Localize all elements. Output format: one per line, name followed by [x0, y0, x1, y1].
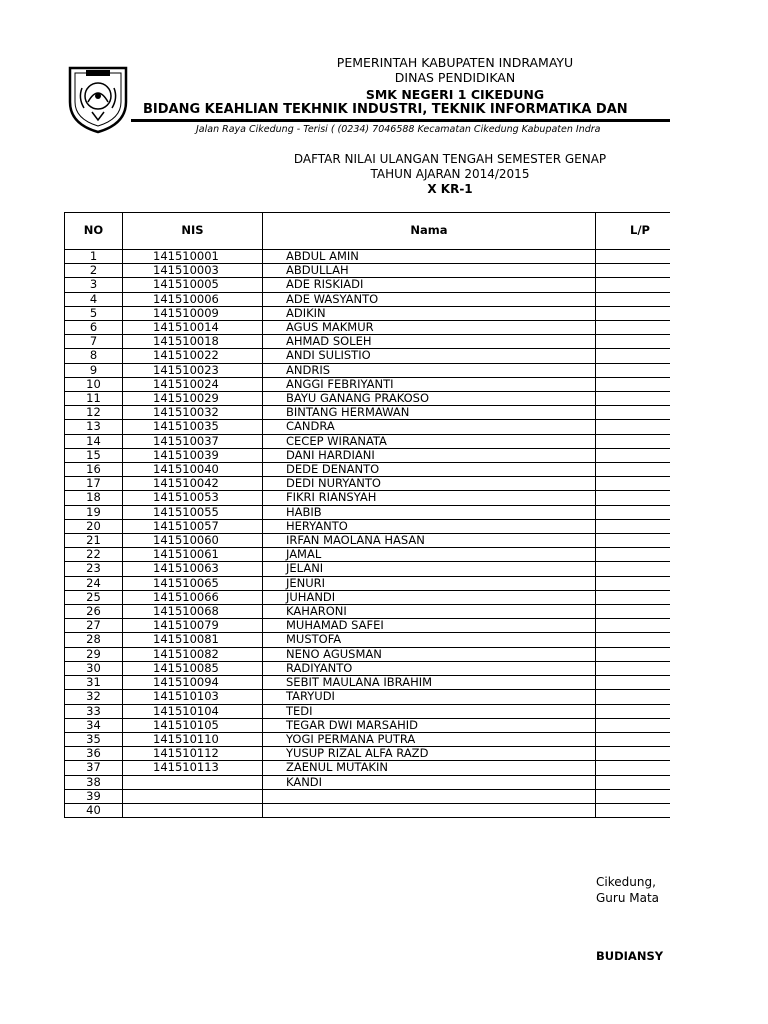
table-row — [65, 775, 671, 789]
table-row — [65, 306, 671, 320]
cell-nama: NENO AGUSMAN — [263, 647, 596, 661]
table-row — [65, 278, 671, 292]
cell-nis: 141510112 — [123, 747, 263, 761]
table-row — [65, 732, 671, 746]
cell-no: 32 — [65, 690, 123, 704]
cell-nama: TARYUDI — [263, 690, 596, 704]
cell-nama: BINTANG HERMAWAN — [263, 406, 596, 420]
cell-lp — [596, 704, 671, 718]
cell-lp — [596, 761, 671, 775]
cell-nis: 141510037 — [123, 434, 263, 448]
cell-lp — [596, 306, 671, 320]
table-row — [65, 690, 671, 704]
table-row — [65, 789, 671, 803]
cell-nama: KANDI — [263, 775, 596, 789]
cell-no: 16 — [65, 463, 123, 477]
table-row — [65, 576, 671, 590]
cell-no: 4 — [65, 292, 123, 306]
cell-nama: ADIKIN — [263, 306, 596, 320]
cell-nama: HERYANTO — [263, 519, 596, 533]
cell-no: 24 — [65, 576, 123, 590]
table-row — [65, 420, 671, 434]
table-header-row — [65, 213, 671, 250]
table-row — [65, 661, 671, 675]
cell-nis: 141510068 — [123, 605, 263, 619]
cell-lp — [596, 463, 671, 477]
cell-lp — [596, 363, 671, 377]
cell-no: 15 — [65, 448, 123, 462]
cell-no: 36 — [65, 747, 123, 761]
cell-nis: 141510035 — [123, 420, 263, 434]
cell-no: 18 — [65, 491, 123, 505]
cell-lp — [596, 576, 671, 590]
table-row — [65, 519, 671, 533]
table-row — [65, 562, 671, 576]
table-row — [65, 505, 671, 519]
cell-lp — [596, 420, 671, 434]
cell-no: 26 — [65, 605, 123, 619]
cell-nis: 141510005 — [123, 278, 263, 292]
table-row — [65, 534, 671, 548]
signature-role: Guru Mata — [596, 891, 660, 905]
header-no: NO — [65, 213, 123, 250]
cell-nama: RADIYANTO — [263, 661, 596, 675]
cell-lp — [596, 661, 671, 675]
cell-no: 12 — [65, 406, 123, 420]
cell-lp — [596, 676, 671, 690]
cell-nama — [263, 803, 596, 817]
cell-nis: 141510042 — [123, 477, 263, 491]
cell-no: 27 — [65, 619, 123, 633]
cell-no: 25 — [65, 590, 123, 604]
header-lp: L/P — [596, 213, 671, 250]
table-body — [65, 250, 671, 818]
cell-nama: AGUS MAKMUR — [263, 321, 596, 335]
cell-lp — [596, 562, 671, 576]
cell-no: 22 — [65, 548, 123, 562]
cell-no: 31 — [65, 676, 123, 690]
cell-nis: 141510104 — [123, 704, 263, 718]
table-row — [65, 250, 671, 264]
cell-no: 38 — [65, 775, 123, 789]
cell-nama: ANDRIS — [263, 363, 596, 377]
letterhead-field: BIDANG KEAHLIAN TEKHNIK INDUSTRI, TEKNIK INFORMATIKA DAN — [143, 102, 628, 117]
cell-nis: 141510018 — [123, 335, 263, 349]
cell-lp — [596, 690, 671, 704]
cell-no: 23 — [65, 562, 123, 576]
cell-lp — [596, 732, 671, 746]
cell-nama: IRFAN MAOLANA HASAN — [263, 534, 596, 548]
cell-nis: 141510024 — [123, 377, 263, 391]
table-row — [65, 292, 671, 306]
cell-lp — [596, 534, 671, 548]
cell-no: 29 — [65, 647, 123, 661]
cell-nama: CANDRA — [263, 420, 596, 434]
cell-nis: 141510003 — [123, 264, 263, 278]
regency-emblem-icon — [66, 62, 130, 134]
cell-nis: 141510039 — [123, 448, 263, 462]
cell-nis — [123, 789, 263, 803]
table-row — [65, 619, 671, 633]
cell-no: 9 — [65, 363, 123, 377]
cell-nama: CECEP WIRANATA — [263, 434, 596, 448]
cell-lp — [596, 250, 671, 264]
table-row — [65, 704, 671, 718]
cell-nama: ANDI SULISTIO — [263, 349, 596, 363]
table-row — [65, 803, 671, 817]
cell-lp — [596, 406, 671, 420]
table-row — [65, 434, 671, 448]
cell-lp — [596, 377, 671, 391]
table-row — [65, 349, 671, 363]
table-row — [65, 761, 671, 775]
cell-lp — [596, 590, 671, 604]
table-row — [65, 448, 671, 462]
cell-no: 21 — [65, 534, 123, 548]
table-row — [65, 633, 671, 647]
table-row — [65, 377, 671, 391]
table-row — [65, 406, 671, 420]
cell-nis: 141510063 — [123, 562, 263, 576]
cell-nis: 141510060 — [123, 534, 263, 548]
table-row — [65, 647, 671, 661]
cell-no: 40 — [65, 803, 123, 817]
cell-nama: ZAENUL MUTAKIN — [263, 761, 596, 775]
grades-table-container — [64, 212, 670, 818]
cell-lp — [596, 335, 671, 349]
cell-lp — [596, 803, 671, 817]
cell-no: 13 — [65, 420, 123, 434]
cell-nama: FIKRI RIANSYAH — [263, 491, 596, 505]
cell-nama: DEDE DENANTO — [263, 463, 596, 477]
cell-no: 37 — [65, 761, 123, 775]
cell-lp — [596, 264, 671, 278]
cell-nis: 141510081 — [123, 633, 263, 647]
cell-nis: 141510110 — [123, 732, 263, 746]
cell-lp — [596, 605, 671, 619]
cell-nama: JAMAL — [263, 548, 596, 562]
cell-no: 17 — [65, 477, 123, 491]
table-row — [65, 392, 671, 406]
cell-nis: 141510014 — [123, 321, 263, 335]
cell-nama: ANGGI FEBRIYANTI — [263, 377, 596, 391]
cell-no: 34 — [65, 718, 123, 732]
cell-nis: 141510065 — [123, 576, 263, 590]
cell-no: 2 — [65, 264, 123, 278]
cell-lp — [596, 789, 671, 803]
table-row — [65, 463, 671, 477]
cell-nama: SEBIT MAULANA IBRAHIM — [263, 676, 596, 690]
academic-year: TAHUN AJARAN 2014/2015 — [370, 167, 530, 181]
cell-lp — [596, 775, 671, 789]
cell-nama: MUSTOFA — [263, 633, 596, 647]
cell-nis: 141510079 — [123, 619, 263, 633]
cell-lp — [596, 718, 671, 732]
cell-nama: JENURI — [263, 576, 596, 590]
cell-no: 6 — [65, 321, 123, 335]
cell-no: 30 — [65, 661, 123, 675]
cell-nis: 141510057 — [123, 519, 263, 533]
cell-nis: 141510001 — [123, 250, 263, 264]
cell-nama: DEDI NURYANTO — [263, 477, 596, 491]
cell-nama: ADE RISKIADI — [263, 278, 596, 292]
cell-nis: 141510061 — [123, 548, 263, 562]
table-row — [65, 590, 671, 604]
cell-nis: 141510006 — [123, 292, 263, 306]
grades-table — [64, 212, 670, 818]
signature-place: Cikedung, — [596, 875, 656, 889]
cell-nis: 141510029 — [123, 392, 263, 406]
cell-lp — [596, 519, 671, 533]
cell-no: 19 — [65, 505, 123, 519]
table-row — [65, 264, 671, 278]
cell-lp — [596, 392, 671, 406]
cell-lp — [596, 292, 671, 306]
table-row — [65, 363, 671, 377]
header-nis: NIS — [123, 213, 263, 250]
cell-lp — [596, 434, 671, 448]
table-row — [65, 548, 671, 562]
cell-nama: YUSUP RIZAL ALFA RAZD — [263, 747, 596, 761]
cell-no: 28 — [65, 633, 123, 647]
cell-nis: 141510009 — [123, 306, 263, 320]
table-row — [65, 491, 671, 505]
cell-nis — [123, 775, 263, 789]
cell-nama: TEGAR DWI MARSAHID — [263, 718, 596, 732]
table-row — [65, 335, 671, 349]
cell-nama: ABDULLAH — [263, 264, 596, 278]
table-row — [65, 321, 671, 335]
document-title: DAFTAR NILAI ULANGAN TENGAH SEMESTER GENAP — [293, 152, 607, 166]
cell-nis: 141510105 — [123, 718, 263, 732]
cell-lp — [596, 633, 671, 647]
cell-no: 5 — [65, 306, 123, 320]
cell-nama: BAYU GANANG PRAKOSO — [263, 392, 596, 406]
cell-nis: 141510055 — [123, 505, 263, 519]
cell-nis: 141510094 — [123, 676, 263, 690]
cell-nis — [123, 803, 263, 817]
cell-nis: 141510066 — [123, 590, 263, 604]
cell-nama: DANI HARDIANI — [263, 448, 596, 462]
cell-nis: 141510103 — [123, 690, 263, 704]
cell-no: 1 — [65, 250, 123, 264]
cell-nis: 141510022 — [123, 349, 263, 363]
cell-lp — [596, 321, 671, 335]
cell-lp — [596, 747, 671, 761]
cell-no: 3 — [65, 278, 123, 292]
table-row — [65, 718, 671, 732]
table-row — [65, 676, 671, 690]
cell-nis: 141510053 — [123, 491, 263, 505]
cell-lp — [596, 647, 671, 661]
letterhead-agency: DINAS PENDIDIKAN — [394, 70, 516, 85]
cell-nis: 141510082 — [123, 647, 263, 661]
class-name: X KR-1 — [427, 182, 473, 196]
cell-nis: 141510032 — [123, 406, 263, 420]
cell-no: 35 — [65, 732, 123, 746]
cell-nama: YOGI PERMANA PUTRA — [263, 732, 596, 746]
cell-lp — [596, 448, 671, 462]
cell-nis: 141510023 — [123, 363, 263, 377]
cell-no: 7 — [65, 335, 123, 349]
cell-nama: ABDUL AMIN — [263, 250, 596, 264]
cell-lp — [596, 505, 671, 519]
letterhead-divider — [131, 119, 670, 122]
cell-nama: TEDI — [263, 704, 596, 718]
table-row — [65, 477, 671, 491]
cell-no: 14 — [65, 434, 123, 448]
cell-nama: JELANI — [263, 562, 596, 576]
cell-nama: MUHAMAD SAFEI — [263, 619, 596, 633]
cell-no: 8 — [65, 349, 123, 363]
letterhead-government: PEMERINTAH KABUPATEN INDRAMAYU — [336, 55, 574, 70]
cell-no: 10 — [65, 377, 123, 391]
cell-nis: 141510113 — [123, 761, 263, 775]
header-nama: Nama — [263, 213, 596, 250]
cell-nama: AHMAD SOLEH — [263, 335, 596, 349]
cell-nis: 141510040 — [123, 463, 263, 477]
cell-lp — [596, 477, 671, 491]
signature-name: BUDIANSY — [596, 949, 664, 963]
cell-no: 11 — [65, 392, 123, 406]
cell-nama: KAHARONI — [263, 605, 596, 619]
table-row — [65, 605, 671, 619]
cell-lp — [596, 278, 671, 292]
cell-lp — [596, 349, 671, 363]
table-row — [65, 747, 671, 761]
cell-nama: HABIB — [263, 505, 596, 519]
cell-nama: JUHANDI — [263, 590, 596, 604]
cell-nama: ADE WASYANTO — [263, 292, 596, 306]
letterhead-school: SMK NEGERI 1 CIKEDUNG — [365, 87, 545, 102]
cell-lp — [596, 491, 671, 505]
cell-nama — [263, 789, 596, 803]
cell-no: 33 — [65, 704, 123, 718]
cell-no: 39 — [65, 789, 123, 803]
cell-lp — [596, 619, 671, 633]
letterhead-address: Jalan Raya Cikedung - Terisi ( (0234) 7046588 Kecamatan Cikedung Kabupaten Indra — [196, 124, 601, 135]
cell-lp — [596, 548, 671, 562]
cell-nis: 141510085 — [123, 661, 263, 675]
cell-no: 20 — [65, 519, 123, 533]
